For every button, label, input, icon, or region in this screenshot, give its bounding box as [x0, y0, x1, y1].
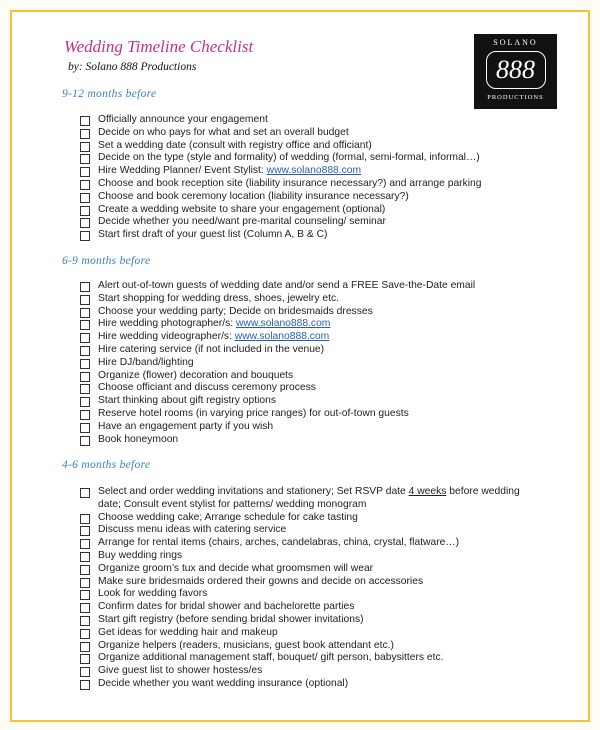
checklist-item [80, 306, 540, 319]
checklist-item [80, 627, 540, 640]
checkbox[interactable] [80, 680, 90, 690]
checkbox[interactable] [80, 142, 90, 152]
checkbox[interactable] [80, 372, 90, 382]
section-heading-4-6-months: 4-6 months before [62, 459, 151, 471]
checklist-4-6-months [80, 486, 540, 691]
checkbox[interactable] [80, 436, 90, 446]
checklist-item [80, 152, 540, 165]
website-link[interactable]: www.solano888.com [235, 318, 331, 330]
checklist-item-label: Hire Wedding Planner/ Event Stylist: [98, 165, 267, 177]
checkbox[interactable] [80, 642, 90, 652]
checkbox[interactable] [80, 333, 90, 343]
checklist-item [80, 434, 540, 447]
checklist-item-label: Choose officiant and discuss ceremony process [98, 382, 316, 394]
logo-top-text: SOLANO [493, 38, 538, 47]
section-heading-9-12-months: 9-12 months before [62, 88, 157, 100]
checklist-item [80, 614, 540, 627]
checklist-item [80, 165, 540, 178]
checklist-6-9-months [80, 280, 540, 446]
checkbox[interactable] [80, 384, 90, 394]
checkbox[interactable] [80, 167, 90, 177]
checklist-item [80, 140, 540, 153]
solano-888-logo [474, 34, 557, 109]
checklist-item [80, 293, 540, 306]
checklist-item [80, 318, 540, 331]
page-title: Wedding Timeline Checklist [64, 37, 254, 56]
checkbox[interactable] [80, 218, 90, 228]
checkbox[interactable] [80, 410, 90, 420]
checkbox[interactable] [80, 603, 90, 613]
checkbox[interactable] [80, 282, 90, 292]
checklist-item-label: Decide whether you want wedding insurance (optional) [98, 677, 349, 689]
byline: by: Solano 888 Productions [68, 61, 197, 73]
checklist-item-label: Choose and book ceremony location (liability insurance necessary?) [98, 190, 409, 202]
checklist-item [80, 382, 540, 395]
checkbox[interactable] [80, 308, 90, 318]
checklist-item [80, 370, 540, 383]
checklist-item [80, 486, 540, 512]
checkbox[interactable] [80, 206, 90, 216]
checkbox[interactable] [80, 629, 90, 639]
checklist-item-label: Set a wedding date (consult with registry office and officiant) [98, 139, 372, 151]
checkbox[interactable] [80, 590, 90, 600]
checklist-item-label: Organize groom’s tux and decide what groomsmen will wear [98, 562, 374, 574]
checklist-item-label: Choose wedding cake; Arrange schedule for cake tasting [98, 511, 358, 523]
checklist-item [80, 512, 540, 525]
checklist-item-label: Decide on who pays for what and set an overall budget [98, 126, 349, 138]
checkbox[interactable] [80, 616, 90, 626]
checkbox[interactable] [80, 129, 90, 139]
checklist-item [80, 524, 540, 537]
checklist-item-label: Look for wedding favors [98, 588, 208, 600]
checklist-item [80, 216, 540, 229]
checkbox[interactable] [80, 154, 90, 164]
checkbox[interactable] [80, 423, 90, 433]
checkbox[interactable] [80, 526, 90, 536]
checklist-item [80, 678, 540, 691]
checklist-item-label: Decide on the type (style and formality) of wedding (formal, semi-formal, informal…) [98, 152, 480, 164]
checklist-item-label: Create a wedding website to share your engagement (optional) [98, 203, 386, 215]
checklist-item-label: Start first draft of your guest list (Column A, B & C) [98, 229, 328, 241]
checkbox[interactable] [80, 116, 90, 126]
checklist-item [80, 408, 540, 421]
checklist-item-label: Officially announce your engagement [98, 114, 268, 125]
checklist-item [80, 357, 540, 370]
checklist-item-label: Select and order wedding invitations and stationery; Set RSVP date [98, 486, 409, 497]
checklist-item [80, 652, 540, 665]
checklist-item-label: Discuss menu ideas with catering service [98, 524, 287, 536]
checklist-item [80, 280, 540, 293]
checkbox[interactable] [80, 193, 90, 203]
checkbox[interactable] [80, 552, 90, 562]
checklist-item-label: Organize helpers (readers, musicians, guest book attendant etc.) [98, 639, 394, 651]
checklist-item [80, 640, 540, 653]
checklist-item-label: Hire wedding videographer/s: [98, 331, 235, 343]
checklist-item-label: Choose and book reception site (liability insurance necessary?) and arrange parking [98, 177, 482, 189]
checkbox[interactable] [80, 578, 90, 588]
checklist-item-label: Have an engagement party if you wish [98, 420, 274, 432]
checklist-item-label: Start gift registry (before sending bridal shower invitations) [98, 613, 364, 625]
checklist-item [80, 344, 540, 357]
checkbox[interactable] [80, 667, 90, 677]
checklist-item-label: Hire wedding photographer/s: [98, 318, 236, 330]
checklist-item-label: Decide whether you need/want pre-marital counseling/ seminar [98, 216, 386, 228]
checklist-item [80, 114, 540, 127]
website-link[interactable]: www.solano888.com [266, 165, 362, 177]
checklist-item-label-continued: before wedding date; Consult event stylist for patterns/ wedding monogram [98, 486, 520, 510]
checklist-item [80, 665, 540, 678]
checklist-item [80, 537, 540, 550]
document-page [10, 10, 590, 722]
checklist-item-label: Choose your wedding party; Decide on bridesmaids dresses [98, 305, 373, 317]
checklist-item-label: Reserve hotel rooms (in varying price ranges) for out-of-town guests [98, 407, 409, 419]
checkbox[interactable] [80, 397, 90, 407]
checkbox[interactable] [80, 654, 90, 664]
checklist-item [80, 588, 540, 601]
checklist-item-label: Organize additional management staff, bouquet/ gift person, babysitters etc. [98, 652, 444, 664]
checklist-item-label: Give guest list to shower hostess/es [98, 665, 263, 677]
logo-bottom-text: PRODUCTIONS [487, 94, 544, 101]
website-link[interactable]: www.solano888.com [234, 331, 330, 343]
checkbox[interactable] [80, 539, 90, 549]
checklist-item [80, 204, 540, 217]
checkbox[interactable] [80, 359, 90, 369]
checkbox[interactable] [80, 514, 90, 524]
checklist-item [80, 331, 540, 344]
checklist-item-label: Buy wedding rings [98, 549, 183, 561]
checkbox[interactable] [80, 231, 90, 241]
checklist-item-label: Book honeymoon [98, 433, 179, 445]
checklist-item-label: Arrange for rental items (chairs, arches, candelabras, china, crystal, flatware…) [98, 537, 460, 549]
checklist-item-label: Start shopping for wedding dress, shoes, jewelry etc. [98, 292, 339, 304]
checklist-item-label: Get ideas for wedding hair and makeup [98, 626, 278, 638]
checkbox[interactable] [80, 180, 90, 190]
checkbox[interactable] [80, 320, 90, 330]
checklist-item [80, 601, 540, 614]
checklist-item-label: Organize (flower) decoration and bouquets [98, 369, 294, 381]
checklist-item [80, 191, 540, 204]
checkbox[interactable] [80, 346, 90, 356]
checklist-item [80, 563, 540, 576]
checkbox[interactable] [80, 565, 90, 575]
checklist-item-label: Hire catering service (if not included in the venue) [98, 343, 325, 355]
checklist-item [80, 229, 540, 242]
checklist-item [80, 178, 540, 191]
checklist-item-label: Make sure bridesmaids ordered their gowns and decide on accessories [98, 575, 424, 587]
checklist-item [80, 395, 540, 408]
checklist-item-label: Alert out-of-town guests of wedding date and/or send a FREE Save-the-Date email [98, 280, 476, 291]
logo-center-text: 888 [486, 51, 546, 89]
checklist-item [80, 576, 540, 589]
checklist-item [80, 550, 540, 563]
checklist-item [80, 127, 540, 140]
checkbox[interactable] [80, 295, 90, 305]
checkbox[interactable] [80, 488, 90, 498]
underlined-text: 4 weeks [408, 486, 447, 497]
checklist-9-12-months [80, 114, 540, 242]
checklist-item-label: Confirm dates for bridal shower and bachelorette parties [98, 601, 355, 613]
checklist-item-label: Start thinking about gift registry options [98, 395, 277, 407]
section-heading-6-9-months: 6-9 months before [62, 255, 151, 267]
checklist-item-label: Hire DJ/band/lighting [98, 356, 194, 368]
checklist-item [80, 421, 540, 434]
